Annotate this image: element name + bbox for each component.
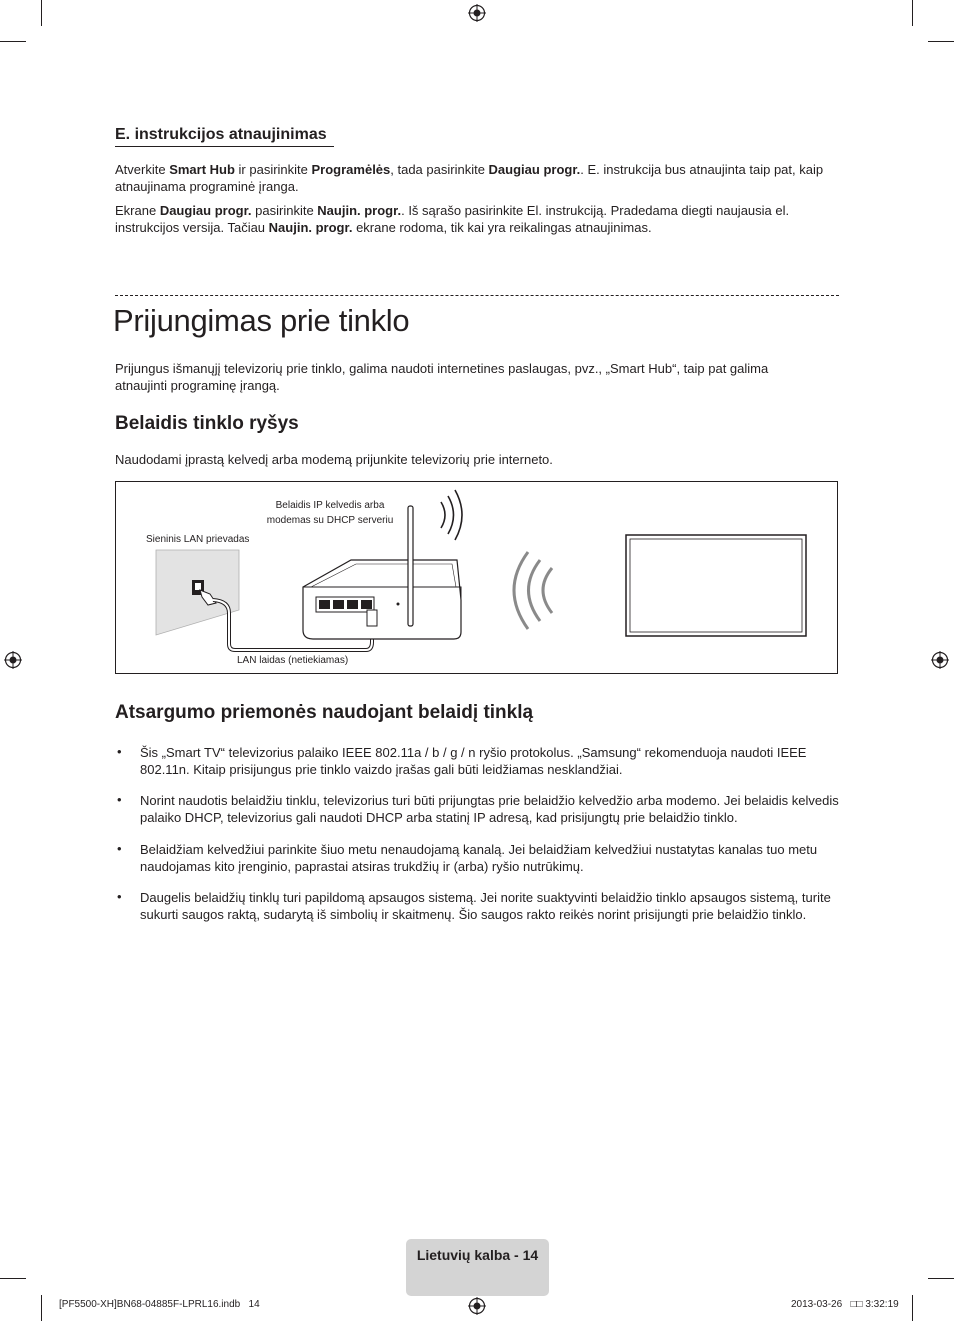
router-label-line-1: Belaidis IP kelvedis arba [275, 500, 385, 511]
router-label-line-2: modemas su DHCP serveriu [266, 515, 394, 526]
bullet-marker-3: • [117, 841, 122, 856]
text-run: . Iš sąrašo pasirinkite El. instrukciją. Pradedama diegti naujausia el. instrukcijos versija. Tačiau [115, 203, 790, 235]
diagram-illustration [116, 482, 839, 675]
bold-term: Programėlės [311, 162, 391, 177]
section-e-paragraph-2 [115, 202, 833, 236]
text-run: Atverkite [115, 162, 170, 177]
crop-mark-top-left-v [41, 0, 42, 26]
network-intro-paragraph: Prijungus išmanųjį televizorių prie tinklo, galima naudoti internetines paslaugas, pvz., „Smart Hub“, taip pat galima atnaujinti programinę įrangą. [115, 361, 769, 393]
page-number-label: Lietuvių kalba - 14 [416, 1247, 539, 1263]
registration-mark-right-icon [931, 651, 949, 669]
crop-mark-bottom-left-v [41, 1295, 42, 1321]
crop-mark-top-left-h [0, 41, 26, 42]
bold-term: Daugiau progr. [159, 203, 252, 218]
crop-mark-bottom-right-h [928, 1278, 954, 1279]
section-e-manual-update-title: E. instrukcijos atnaujinimas [115, 126, 327, 143]
wireless-connection-text: Naudodami įprastą kelvedį arba modemą prijunkite televizorių prie interneto. [115, 452, 553, 467]
text-run: ekrane rodoma, tik kai yra reikalingas atnaujinimas. [352, 220, 652, 235]
crop-mark-top-right-h [928, 41, 954, 42]
page-title: Prijungimas prie tinklo [113, 303, 410, 338]
text-run: . E. instrukcija bus atnaujinta taip pat, kaip atnaujinama programinė įranga. [115, 162, 824, 194]
registration-mark-bottom-icon [468, 1297, 486, 1315]
bullet-marker-1: • [117, 744, 122, 759]
text-run: Ekrane [115, 203, 160, 218]
text-run: ir pasirinkite [234, 162, 312, 177]
crop-mark-bottom-left-h [0, 1278, 26, 1279]
bold-term: Daugiau progr. [488, 162, 581, 177]
wireless-network-diagram [115, 481, 838, 674]
print-date-slug: 2013-03-26 □□ 3:32:19 [791, 1299, 899, 1310]
bold-term: Naujin. progr. [317, 203, 402, 218]
text-run: pasirinkite [251, 203, 318, 218]
crop-mark-top-right-v [912, 0, 913, 26]
print-file-slug: [PF5500-XH]BN68-04885F-LPRL16.indb 14 [59, 1299, 260, 1310]
registration-mark-left-icon [4, 651, 22, 669]
text-run: , tada pasirinkite [390, 162, 489, 177]
precaution-item-3: Belaidžiam kelvedžiui parinkite šiuo metu nenaudojamą kanalą. Jei belaidžiam kelvedžiui nustatytas kanalas tuo metu naudojamas kito įrenginio, paprastai atsiras trukdžių ir (arba) ryšio nutrūkimų. [140, 842, 818, 874]
lan-cable-label: LAN laidas (netiekiamas) [237, 655, 349, 666]
router-signal-icon [441, 490, 462, 540]
crop-mark-bottom-right-v [912, 1295, 913, 1321]
bold-term: Smart Hub [169, 162, 235, 177]
page-number-tab [406, 1239, 549, 1296]
section-e-paragraph-1 [115, 161, 833, 195]
wall-lan-port-label: Sieninis LAN prievadas [146, 534, 250, 545]
wireless-connection-heading: Belaidis tinklo ryšys [115, 413, 299, 434]
precaution-item-2: Norint naudotis belaidžiu tinklu, televizorius turi būti prijungtas prie belaidžio kelvedžio arba modemo. Jei belaidis kelvedis palaiko DHCP, televizorius gali naudoti DHCP arba statinį IP adresą, kad prisijungtų prie belaidžio tinklo. [140, 793, 839, 825]
registration-mark-top-icon [468, 4, 486, 22]
section-dashed-divider [115, 295, 839, 296]
router-antenna [408, 506, 413, 626]
wireless-precautions-heading: Atsargumo priemonės naudojant belaidį tinklą [115, 702, 534, 723]
precaution-item-1: Šis „Smart TV“ televizorius palaiko IEEE 802.11a / b / g / n ryšio protokolus. „Samsung“ rekomenduoja naudoti IEEE 802.11n. Kitaip prisijungus prie tinklo vaizdo įrašas gali būti leidžiamas nesklandžiai. [140, 745, 807, 777]
precaution-item-4: Daugelis belaidžių tinklų turi papildomą apsaugos sistemą. Jei norite suaktyvinti belaidžio tinklo apsaugos sistemą, turite sukurti saugos raktą, sudarytą iš simbolių ir skaitmenų. Šio saugos rakto reikės norint prisijungti prie belaidžio tinklo. [140, 890, 831, 922]
wireless-signal-icon [514, 552, 552, 629]
section-e-underline [115, 146, 334, 147]
bullet-marker-2: • [117, 792, 122, 807]
bullet-marker-4: • [117, 889, 122, 904]
bold-term: Naujin. progr. [268, 220, 353, 235]
